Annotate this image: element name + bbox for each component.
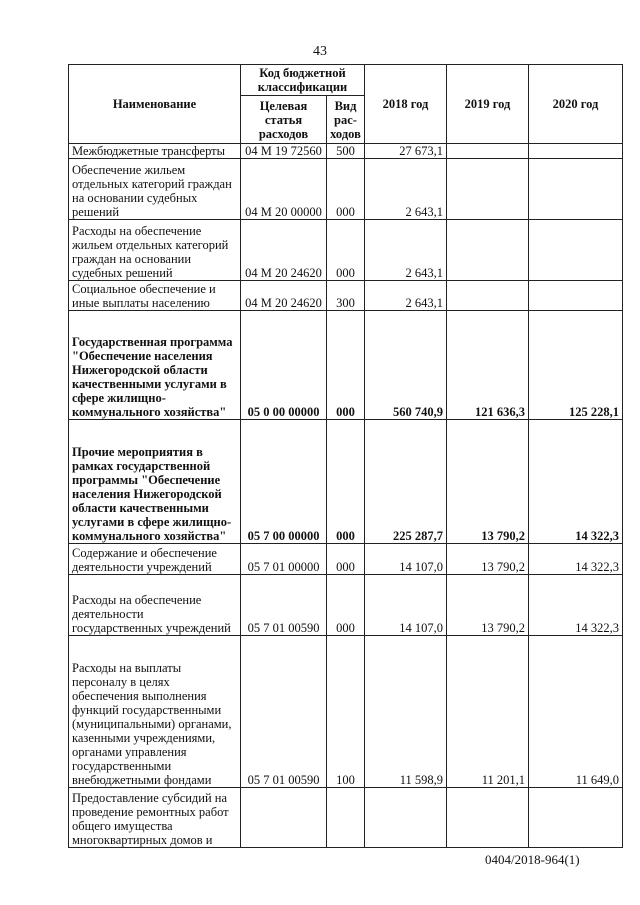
- row-2018: 560 740,9: [365, 311, 447, 420]
- row-code: [241, 788, 327, 848]
- row-2019: [447, 220, 529, 281]
- row-2020: [529, 220, 623, 281]
- row-kind: 000: [327, 311, 365, 420]
- row-code: 05 7 00 00000: [241, 420, 327, 544]
- row-kind: 000: [327, 544, 365, 575]
- table-row: [69, 544, 623, 575]
- row-2018: 14 107,0: [365, 575, 447, 636]
- row-name: Обеспечение жильем отдельных категорий граждан на основании судебных решений: [69, 159, 241, 220]
- row-2018: 2 643,1: [365, 220, 447, 281]
- row-kind: 300: [327, 281, 365, 311]
- header-budget-code-group: Код бюджетной классификации: [241, 65, 365, 96]
- row-2020: 14 322,3: [529, 420, 623, 544]
- row-2018: 27 673,1: [365, 144, 447, 159]
- row-2018: 2 643,1: [365, 159, 447, 220]
- row-2018: 2 643,1: [365, 281, 447, 311]
- row-kind: [327, 788, 365, 848]
- table-row: [69, 311, 623, 420]
- row-2020: 11 649,0: [529, 636, 623, 788]
- row-code: 04 М 20 24620: [241, 220, 327, 281]
- page-number: 43: [313, 44, 327, 59]
- budget-table: [68, 64, 623, 848]
- row-kind: 000: [327, 575, 365, 636]
- row-2020: 125 228,1: [529, 311, 623, 420]
- row-2018: 11 598,9: [365, 636, 447, 788]
- row-name: Межбюджетные трансферты: [69, 144, 241, 159]
- row-2020: 14 322,3: [529, 544, 623, 575]
- row-2019: [447, 281, 529, 311]
- row-2019: [447, 788, 529, 848]
- header-2018: 2018 год: [365, 65, 447, 144]
- row-2020: [529, 788, 623, 848]
- table-row: [69, 575, 623, 636]
- header-2019: 2019 год: [447, 65, 529, 144]
- row-kind: 100: [327, 636, 365, 788]
- row-code: 05 7 01 00590: [241, 636, 327, 788]
- document-code: 0404/2018-964(1): [485, 852, 580, 867]
- table-row: [69, 420, 623, 544]
- header-2020: 2020 год: [529, 65, 623, 144]
- row-kind: 500: [327, 144, 365, 159]
- row-2018: 225 287,7: [365, 420, 447, 544]
- row-2019: 13 790,2: [447, 544, 529, 575]
- row-kind: 000: [327, 420, 365, 544]
- row-code: 05 0 00 00000: [241, 311, 327, 420]
- table-row: [69, 220, 623, 281]
- row-2019: 11 201,1: [447, 636, 529, 788]
- row-code: 05 7 01 00000: [241, 544, 327, 575]
- table-row: [69, 636, 623, 788]
- row-2020: [529, 281, 623, 311]
- row-name: Предоставление субсидий на проведение ремонтных работ общего имущества многоквартирных домов и: [69, 788, 241, 848]
- row-name: Государственная программа "Обеспечение населения Нижегородской области качественными услугами в сфере жилищно-коммунального хозяйства": [69, 311, 241, 420]
- row-2020: 14 322,3: [529, 575, 623, 636]
- row-code: 04 М 20 00000: [241, 159, 327, 220]
- row-2019: [447, 159, 529, 220]
- table-row: [69, 788, 623, 848]
- row-kind: 000: [327, 220, 365, 281]
- row-code: 04 М 19 72560: [241, 144, 327, 159]
- row-kind: 000: [327, 159, 365, 220]
- row-2019: 13 790,2: [447, 420, 529, 544]
- row-name: Содержание и обеспечение деятельности учреждений: [69, 544, 241, 575]
- row-name: Прочие мероприятия в рамках государственной программы "Обеспечение населения Нижегородской области качественными услугами в сфере жилищно-коммунального хозяйства": [69, 420, 241, 544]
- header-expense-type: Вид рас-ходов: [327, 96, 365, 144]
- row-name: Расходы на обеспечение деятельности государственных учреждений: [69, 575, 241, 636]
- row-2019: [447, 144, 529, 159]
- row-2020: [529, 144, 623, 159]
- row-2018: 14 107,0: [365, 544, 447, 575]
- row-2020: [529, 159, 623, 220]
- header-target-article: Целевая статья расходов: [241, 96, 327, 144]
- table-row: [69, 281, 623, 311]
- row-name: Социальное обеспечение и иные выплаты населению: [69, 281, 241, 311]
- row-code: 04 М 20 24620: [241, 281, 327, 311]
- row-name: Расходы на выплаты персоналу в целях обеспечения выполнения функций государственными (муниципальными) органами, казенными учреждениями, органами управления государственными внебюджетными фондами: [69, 636, 241, 788]
- row-2019: 121 636,3: [447, 311, 529, 420]
- header-name: Наименование: [69, 65, 241, 144]
- table-row: [69, 144, 623, 159]
- table-row: [69, 159, 623, 220]
- row-2018: [365, 788, 447, 848]
- row-name: Расходы на обеспечение жильем отдельных категорий граждан на основании судебных решений: [69, 220, 241, 281]
- row-2019: 13 790,2: [447, 575, 529, 636]
- row-code: 05 7 01 00590: [241, 575, 327, 636]
